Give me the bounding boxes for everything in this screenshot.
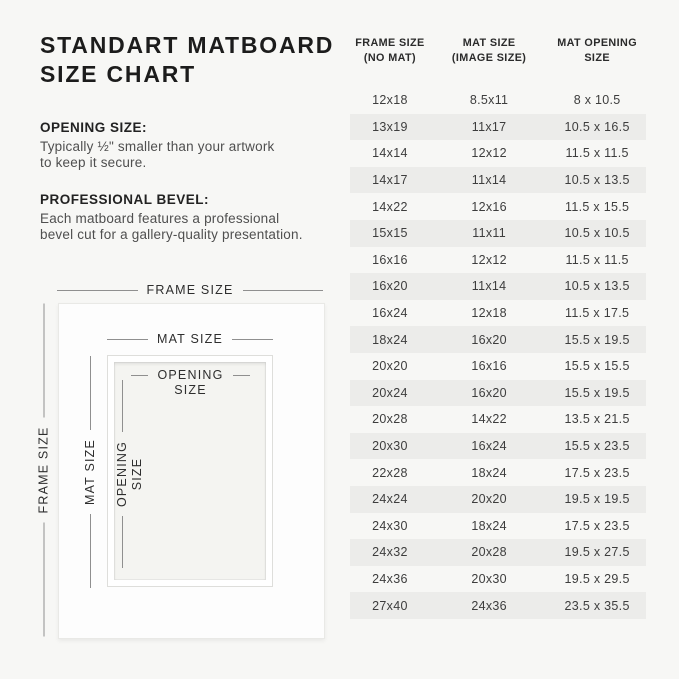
table-row (350, 167, 646, 194)
professional-bevel-text-line2: bevel cut for a gallery-quality presentation. (40, 226, 303, 242)
column-header-line: MAT OPENING (557, 37, 638, 49)
column-header-line: MAT SIZE (462, 37, 516, 49)
professional-bevel-text-line1: Each matboard features a professional (40, 211, 280, 226)
opening-size-section (40, 120, 345, 170)
table-cell: 19.5 x 27.5 (564, 545, 630, 560)
opening-size-label-line2: SIZE (174, 383, 207, 397)
table-cell: 10.5 x 16.5 (564, 119, 630, 134)
size-table-column-header (430, 36, 548, 65)
table-cell: 13.5 x 21.5 (564, 412, 630, 427)
table-cell: 16x24 (471, 439, 507, 454)
table-cell: 15.5 x 23.5 (564, 439, 630, 454)
frame-size-label-vertical: FRAME SIZE (36, 426, 50, 514)
table-cell: 19.5 x 29.5 (564, 571, 630, 586)
table-cell: 16x20 (471, 332, 507, 347)
frame-size-label: FRAME SIZE (146, 282, 234, 297)
table-cell: 18x24 (471, 465, 507, 480)
table-cell: 10.5 x 10.5 (564, 226, 630, 241)
size-table-column-header (350, 36, 430, 65)
frame-size-dimension-left (36, 304, 52, 637)
table-cell: 17.5 x 23.5 (564, 518, 630, 533)
table-row (350, 592, 646, 619)
table-cell: 12x12 (471, 252, 507, 267)
table-cell: 12x18 (372, 93, 408, 108)
dimension-line (43, 303, 44, 417)
table-cell: 14x14 (372, 146, 408, 161)
table-row (350, 220, 646, 247)
table-cell: 16x20 (372, 279, 408, 294)
table-cell: 11x11 (472, 226, 506, 241)
table-cell: 23.5 x 35.5 (564, 598, 630, 613)
size-table-body (350, 87, 646, 619)
table-row (350, 513, 646, 540)
table-cell: 15.5 x 19.5 (564, 385, 630, 400)
professional-bevel-heading: PROFESSIONAL BEVEL: (40, 192, 210, 207)
dimension-line (243, 290, 324, 291)
opening-size-dimension-left (115, 380, 145, 568)
table-cell: 24x32 (372, 545, 408, 560)
table-row (350, 114, 646, 141)
table-cell: 16x24 (372, 306, 408, 321)
mat-size-dimension-top (107, 331, 273, 347)
table-cell: 19.5 x 19.5 (564, 492, 630, 507)
table-cell: 17.5 x 23.5 (564, 465, 630, 480)
opening-size-label-line1: OPENING (157, 368, 224, 382)
professional-bevel-section (40, 192, 345, 242)
table-cell: 12x18 (471, 306, 507, 321)
page-title-line1: STANDART MATBOARD (40, 32, 335, 58)
table-row (350, 539, 646, 566)
dimension-line (233, 375, 250, 376)
table-cell: 16x20 (471, 385, 507, 400)
table-cell: 8 x 10.5 (573, 93, 621, 108)
table-row (350, 193, 646, 220)
table-cell: 22x28 (372, 465, 408, 480)
dimension-line (131, 375, 148, 376)
table-cell: 24x36 (372, 571, 408, 586)
table-row (350, 380, 646, 407)
opening-size-label-vertical-line2: SIZE (130, 457, 144, 491)
mat-size-label-vertical: MAT SIZE (82, 438, 97, 506)
table-cell: 11x14 (471, 279, 507, 294)
column-header-line: (IMAGE SIZE) (451, 51, 527, 64)
table-cell: 20x28 (471, 545, 507, 560)
dimension-line (57, 290, 138, 291)
table-cell: 15x15 (372, 226, 408, 241)
dimension-line (122, 380, 123, 432)
table-cell: 20x20 (471, 492, 507, 507)
table-cell: 14x22 (372, 199, 408, 214)
table-row (350, 353, 646, 380)
table-cell: 13x19 (372, 119, 408, 134)
table-cell: 24x36 (471, 598, 507, 613)
mat-size-dimension-left (82, 356, 98, 588)
table-cell: 11.5 x 11.5 (565, 252, 629, 267)
table-cell: 12x12 (471, 146, 507, 161)
opening-size-text-line2: to keep it secure. (40, 154, 147, 170)
dimension-line (43, 523, 44, 637)
dimension-line (107, 339, 148, 340)
table-cell: 11x17 (471, 119, 507, 134)
table-row (350, 273, 646, 300)
table-row (350, 326, 646, 353)
opening-size-label-vertical (115, 441, 145, 507)
table-cell: 16x16 (372, 252, 408, 267)
size-table-header-row (350, 36, 646, 65)
table-cell: 24x30 (372, 518, 408, 533)
table-row (350, 566, 646, 593)
dimension-line (90, 356, 91, 430)
table-cell: 11.5 x 17.5 (565, 306, 630, 321)
table-cell: 18x24 (471, 518, 507, 533)
opening-size-dimension-top (131, 368, 250, 398)
size-table-column-header (548, 36, 646, 65)
table-row (350, 486, 646, 513)
table-cell: 14x17 (372, 173, 408, 188)
mat-size-label: MAT SIZE (156, 331, 224, 346)
table-cell: 10.5 x 13.5 (564, 279, 630, 294)
dimension-line (122, 516, 123, 568)
table-cell: 12x16 (471, 199, 507, 214)
table-cell: 20x24 (372, 385, 408, 400)
table-cell: 11.5 x 15.5 (565, 199, 630, 214)
table-cell: 20x28 (372, 412, 408, 427)
table-cell: 24x24 (372, 492, 408, 507)
opening-size-text-line1: Typically ½" smaller than your artwork (40, 139, 275, 154)
table-cell: 16x16 (471, 359, 507, 374)
opening-size-heading: OPENING SIZE: (40, 120, 148, 135)
table-row (350, 140, 646, 167)
column-header-line: (NO MAT) (363, 51, 417, 64)
table-cell: 20x30 (471, 571, 507, 586)
frame-size-dimension-top (57, 282, 323, 298)
table-row (350, 87, 646, 114)
table-row (350, 459, 646, 486)
table-cell: 15.5 x 15.5 (564, 359, 630, 374)
page-title (40, 31, 334, 90)
table-cell: 18x24 (372, 332, 408, 347)
opening-size-label-vertical-line1: OPENING (115, 440, 129, 508)
table-cell: 11x14 (471, 173, 507, 188)
table-cell: 14x22 (471, 412, 507, 427)
table-cell: 27x40 (372, 598, 408, 613)
dimension-line (90, 514, 91, 588)
column-header-line: FRAME SIZE (355, 37, 425, 49)
dimension-line (232, 339, 273, 340)
table-row (350, 406, 646, 433)
table-row (350, 300, 646, 327)
table-cell: 10.5 x 13.5 (564, 173, 630, 188)
table-row (350, 247, 646, 274)
table-cell: 8.5x11 (469, 93, 509, 108)
table-cell: 15.5 x 19.5 (564, 332, 630, 347)
column-header-line: SIZE (584, 51, 610, 64)
table-cell: 20x20 (372, 359, 408, 374)
table-cell: 11.5 x 11.5 (565, 146, 629, 161)
table-cell: 20x30 (372, 439, 408, 454)
table-row (350, 433, 646, 460)
opening-size-label (157, 368, 223, 398)
page-title-line2: SIZE CHART (40, 61, 196, 88)
